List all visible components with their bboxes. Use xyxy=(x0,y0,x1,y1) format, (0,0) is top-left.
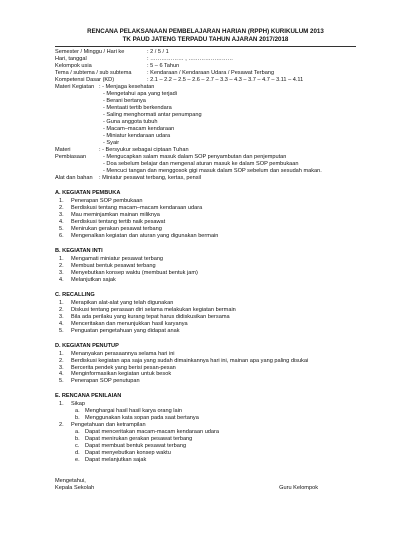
list-item: - Mengetahui apa yang terjadi xyxy=(103,91,178,98)
tema-label: Tema / subtema / sub subtema xyxy=(55,70,132,77)
item-number: 4. xyxy=(59,371,64,378)
item-letter: a. xyxy=(75,429,80,436)
item-number: 4. xyxy=(59,276,64,283)
list-item xyxy=(55,371,356,378)
info-row-tema xyxy=(55,70,356,77)
item-text: Menirukan gerakan pesawat terbang xyxy=(71,225,162,232)
list-item xyxy=(55,314,356,321)
item-text: Berdiskusi tentang tertib naik pesawat xyxy=(71,218,166,225)
item-number: 1. xyxy=(59,350,64,357)
item-text: Dapat membuat bentuk pesawat terbang xyxy=(85,443,187,450)
title-line-1: RENCANA PELAKSANAAN PEMBELAJARAN HARIAN (RPPH) KURIKULUM 2013 xyxy=(87,28,324,35)
item-text: Penguatan pengetahuan yang didapat anak xyxy=(71,327,180,334)
section-title: E. RENCANA PENILAIAN xyxy=(55,393,122,400)
item-text: Berdiskusi kegiatan apa saja yang sudah dimainkannya hari ini, mainan apa yang paling disukai xyxy=(71,357,309,364)
item-number: 5. xyxy=(59,327,64,334)
item-text: Pengetahuan dan ketrampilan xyxy=(71,422,146,429)
list-item xyxy=(55,219,356,226)
section-kegiatan-inti xyxy=(55,248,356,284)
list-item: : - Bersyukur sebagai ciptaan Tuhan xyxy=(99,146,189,153)
sub-list-item xyxy=(55,415,356,422)
list-item: - Guna anggota tubuh xyxy=(103,118,158,125)
item-text: Merapikan alat-alat yang telah digunakan xyxy=(71,299,174,306)
semester-value: : 2 / 5 / 1 xyxy=(147,49,169,56)
item-text: Bila ada perilaku yang kurang tepat harus didiskusikan bersama xyxy=(71,313,230,320)
list-item: - Mencuci tangan dan menggosok gigi masuk dalam SOP sebelum dan sesudah makan. xyxy=(103,167,322,174)
materi-pembiasaan xyxy=(55,147,356,175)
list-item xyxy=(55,365,356,372)
list-item: - Mentaati tertib berkendara xyxy=(103,105,172,111)
list-item: : - Menjaga kesehatan xyxy=(99,84,155,91)
kd-value: : 2.1 – 2.2 – 2.5 – 2.6 – 2.7 – 3.3 – 4.3 – 3.7 – 4.7 – 3.11 – 4.11 xyxy=(147,77,304,84)
section-title: C. RECALLING xyxy=(55,291,95,298)
item-text: Dapat melanjutkan sajak xyxy=(85,457,147,464)
list-item: - Berani bertanya xyxy=(103,98,146,105)
sub-list-item xyxy=(55,443,356,450)
document-title xyxy=(55,28,356,44)
list-item xyxy=(55,277,356,284)
list-item: - Saling menghormati antar penumpang xyxy=(103,111,202,118)
item-text: Membuat bentuk pesawat terbang xyxy=(71,262,156,269)
item-number: 4. xyxy=(59,218,64,225)
item-letter: a. xyxy=(75,408,80,415)
item-number: 5. xyxy=(59,225,64,232)
section-rencana-penilaian xyxy=(55,393,356,464)
list-item xyxy=(55,256,356,263)
kd-label: Kompetensi Dasar (KD) xyxy=(55,77,115,84)
item-number: 2. xyxy=(59,422,64,429)
item-letter: d. xyxy=(75,450,80,457)
tema-value: : Kendaraan / Kendaraan Udara / Pesawat Terbang xyxy=(147,70,275,77)
list-item xyxy=(55,351,356,358)
item-number: 1. xyxy=(59,255,64,262)
info-row-kd xyxy=(55,77,356,84)
item-number: 1. xyxy=(59,197,64,204)
list-item: - Miniatur kendaraan udara xyxy=(103,132,171,139)
title-divider xyxy=(55,46,356,47)
list-item xyxy=(55,198,356,205)
list-item xyxy=(55,233,356,240)
item-text: Sikap xyxy=(71,401,85,408)
list-item: - Doa sebelum belajar dan mengenal aturan masuk ke dalam SOP pembukaan xyxy=(103,160,299,167)
list-item xyxy=(55,378,356,385)
item-number: 3. xyxy=(59,313,64,320)
item-text: Menanyakan perasaannya selama hari ini xyxy=(71,350,175,357)
item-text: Dapat menyebutkan konsep waktu xyxy=(85,450,171,457)
item-number: 2. xyxy=(59,357,64,364)
item-text: Menyebutkan konsep waktu (membuat bentuk jam) xyxy=(71,269,198,276)
list-item xyxy=(55,328,356,335)
section-title: A. KEGIATAN PEMBUKA xyxy=(55,189,121,196)
kepala-sekolah-label: Kepala Sekolah xyxy=(55,485,95,492)
info-row-usia xyxy=(55,63,356,70)
list-item: - Macam–macam kendaraan xyxy=(103,125,175,132)
usia-value: : 5 – 6 Tahun xyxy=(147,63,180,70)
list-item xyxy=(55,358,356,365)
item-number: 5. xyxy=(59,378,64,385)
section-title: D. KEGIATAN PENUTUP xyxy=(55,342,119,349)
materi-pembiasaan-list xyxy=(99,147,356,175)
alat-label: Alat dan bahan xyxy=(55,174,93,181)
item-text: Melanjutkan sajak xyxy=(71,276,116,283)
sub-list-item xyxy=(55,436,356,443)
info-block xyxy=(55,49,356,182)
list-item xyxy=(55,422,356,429)
item-number: 1. xyxy=(59,401,64,408)
item-text: Menghargai hasil hasil karya orang lain xyxy=(85,408,183,415)
item-text: Dapat menceritakan macam-macam kendaraan udara xyxy=(85,429,220,436)
materi-kegiatan-label: Materi Kegiatan xyxy=(55,84,95,91)
item-text: Diskusi tentang perasaan diri selama melakukan kegiatan bermain xyxy=(71,306,236,313)
sub-list-item xyxy=(55,408,356,415)
item-number: 3. xyxy=(59,269,64,276)
signature-roles xyxy=(55,485,356,492)
item-text: Penerapan SOP penutupan xyxy=(71,378,140,385)
item-number: 1. xyxy=(59,299,64,306)
list-item xyxy=(55,226,356,233)
item-letter: b. xyxy=(75,436,80,443)
materi-pembiasaan-label: Materi Pembiasaan xyxy=(55,146,87,160)
item-text: Berdiskusi tentang macam–macam kendaraan udara xyxy=(71,204,203,211)
item-text: Bercerita pendek yang berisi pesan-pesan xyxy=(71,364,176,371)
usia-label: Kelompok usia xyxy=(55,63,92,70)
item-text: Mengenalkan kegiatan dan aturan yang digunakan bermain xyxy=(71,232,219,239)
item-letter: e. xyxy=(75,457,80,464)
section-kegiatan-penutup xyxy=(55,343,356,386)
item-text: Menggunakan kata sopan pada saat bertanya xyxy=(85,415,199,422)
info-row-semester xyxy=(55,49,356,56)
alat-value: : Miniatur pesawat terbang, kertas, pensil xyxy=(99,174,201,181)
item-number: 2. xyxy=(59,306,64,313)
guru-kelompok-label: Guru Kelompok xyxy=(279,485,318,492)
list-item xyxy=(55,212,356,219)
item-text: Mau meminjamkan mainan miliknya xyxy=(71,211,160,218)
item-text: Penerapan SOP pembukaan xyxy=(71,197,143,204)
title-line-2: TK PAUD JATENG TERPADU TAHUN AJARAN 2017/2018 xyxy=(122,36,289,44)
item-text: Mengamati miniatur pesawat terbang xyxy=(71,255,164,262)
materi-kegiatan xyxy=(55,84,356,147)
list-item xyxy=(55,307,356,314)
item-number: 2. xyxy=(59,262,64,269)
section-kegiatan-pembuka xyxy=(55,190,356,240)
item-number: 4. xyxy=(59,320,64,327)
list-item xyxy=(55,401,356,408)
list-item xyxy=(55,263,356,270)
list-item: - Mengucapkan salam masuk dalam SOP penyambutan dan penjemputan xyxy=(103,153,287,160)
sub-list-item xyxy=(55,457,356,464)
list-item xyxy=(55,321,356,328)
item-letter: b. xyxy=(75,415,80,422)
item-text: Menginformasikan kegiatan untuk besok xyxy=(71,371,172,378)
tanggal-label: Hari, tanggal xyxy=(55,56,87,63)
section-recalling xyxy=(55,292,356,335)
mengetahui-text: Mengetahui, xyxy=(55,478,86,485)
materi-kegiatan-list xyxy=(99,84,356,147)
semester-label: Semester / Minggu / Hari ke xyxy=(55,49,125,56)
item-number: 3. xyxy=(59,211,64,218)
info-row-tanggal xyxy=(55,56,356,63)
tanggal-value: : ……………… , …………………… xyxy=(147,56,234,63)
list-item xyxy=(55,270,356,277)
signature-block xyxy=(55,478,356,492)
item-number: 3. xyxy=(59,364,64,371)
section-title: B. KEGIATAN INTI xyxy=(55,247,103,254)
item-number: 6. xyxy=(59,232,64,239)
list-item xyxy=(55,205,356,212)
alat-bahan xyxy=(55,175,356,182)
item-text: Dapat menirukan gerakan pesawat terbang xyxy=(85,436,193,443)
item-text: Menceritakan dan menunjukkan hasil karyanya xyxy=(71,320,188,327)
item-number: 2. xyxy=(59,204,64,211)
list-item: - Syair xyxy=(103,139,120,146)
item-letter: c. xyxy=(75,443,80,450)
sub-list-item xyxy=(55,450,356,457)
sub-list-item xyxy=(55,429,356,436)
list-item xyxy=(55,300,356,307)
